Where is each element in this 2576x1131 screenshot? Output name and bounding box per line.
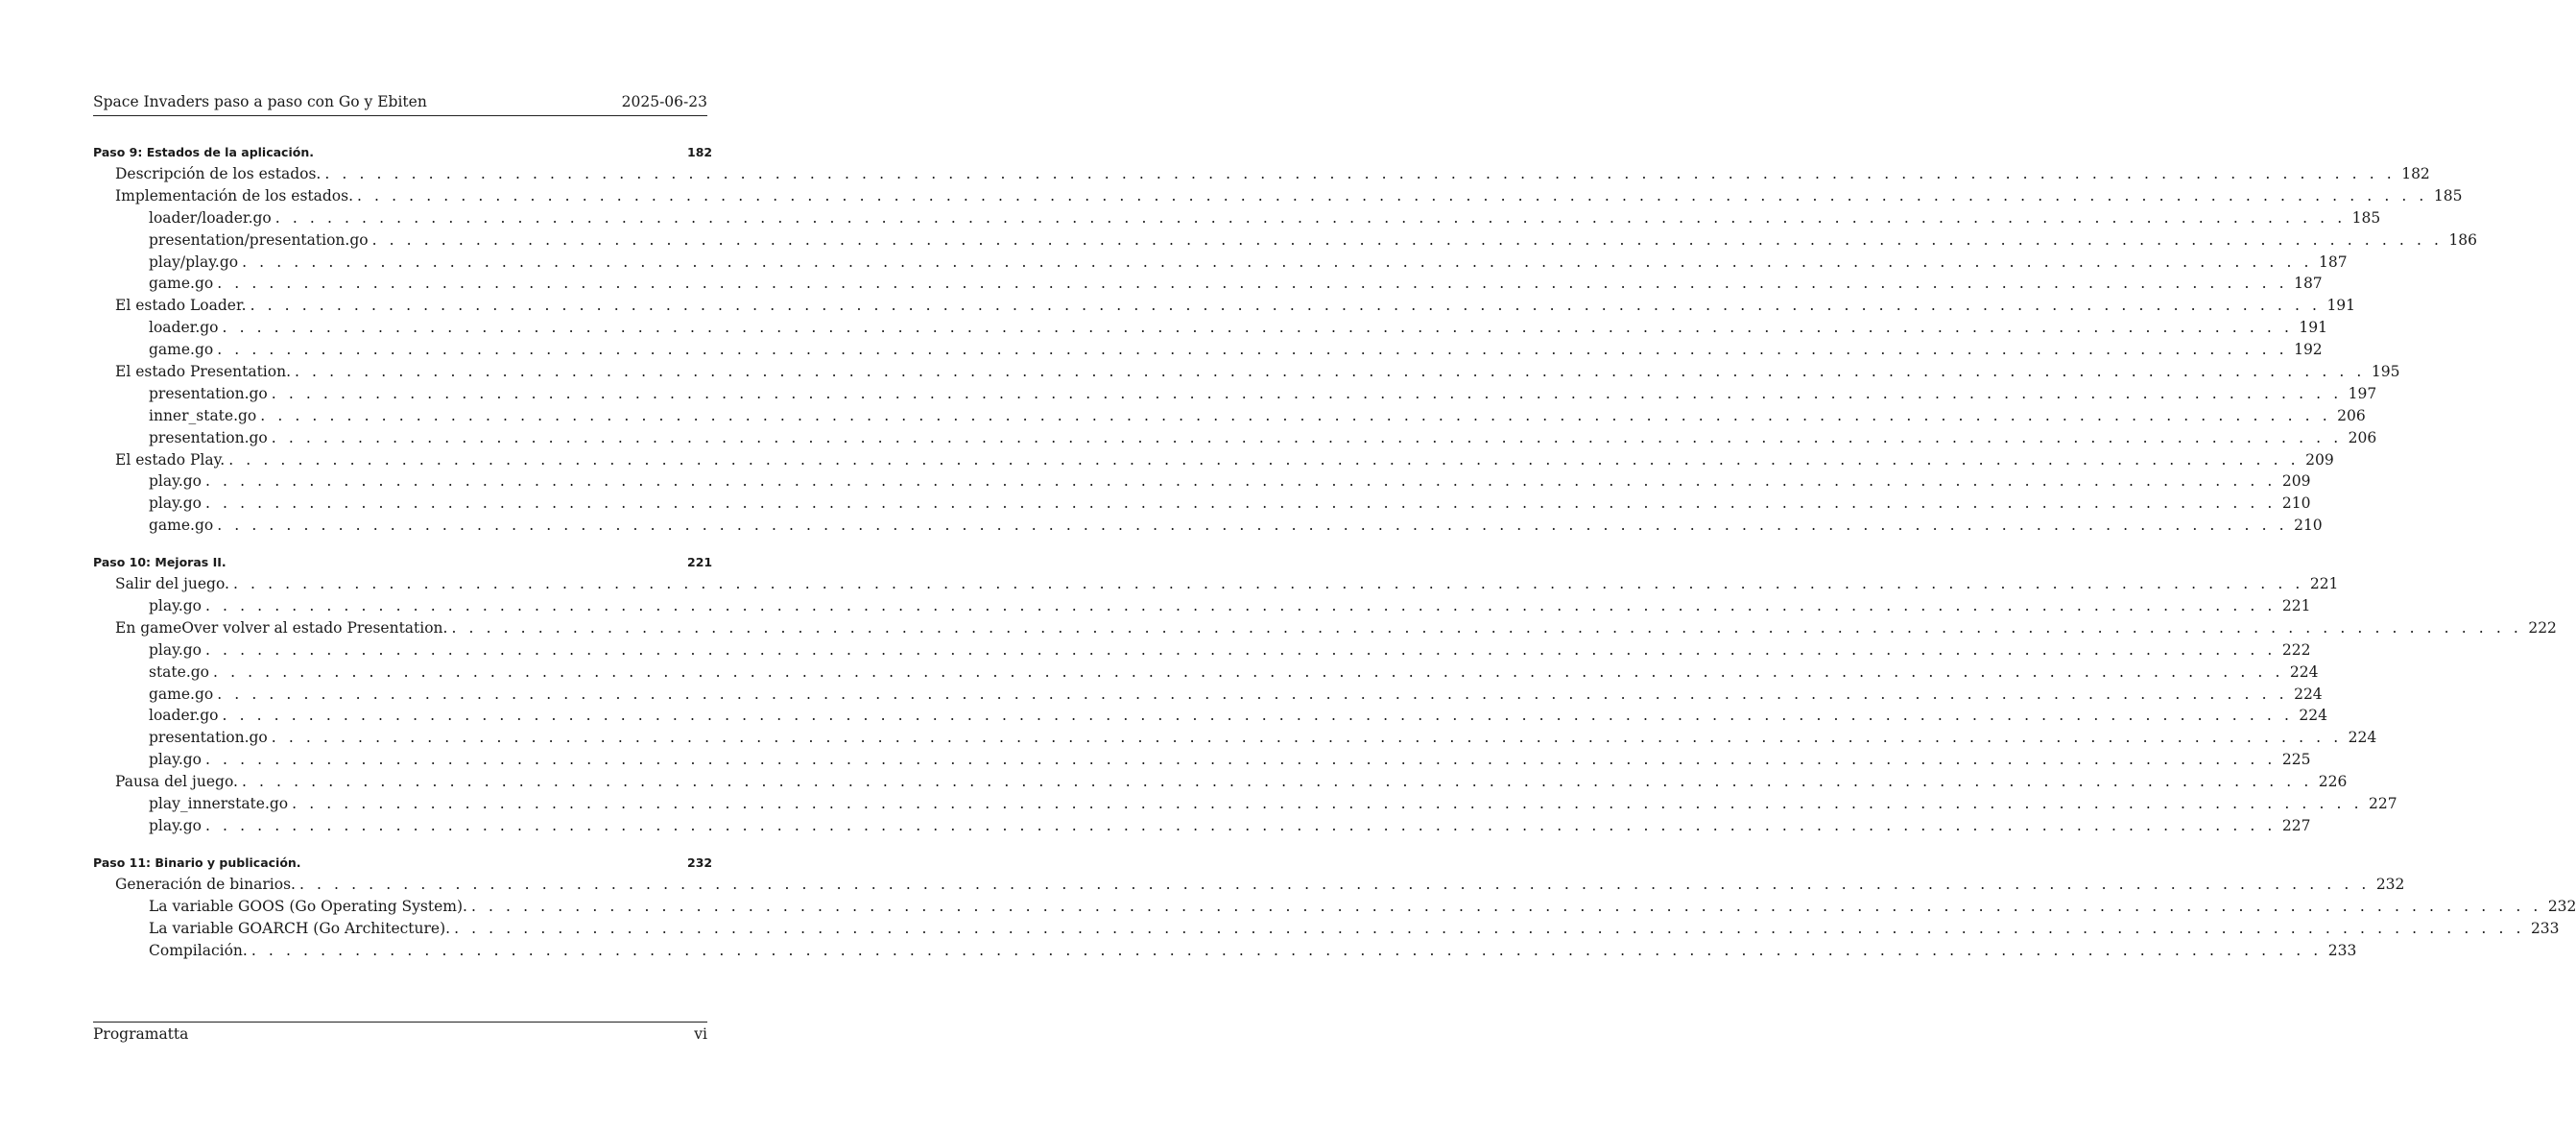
entry-title: inner_state.go <box>149 406 257 424</box>
dot-leader: . . . . . . . . . . . . . . . . . . . . . . . . . . . . . . . . . . . . . . . . . . . . . . . . . . . . . . . . . . . . . . . . . . . . . . . . . . . . . . . . . . . . . . . . . . . . . . . . . . . . . . . . . . . . . . . . . . . . . . . . <box>292 795 2363 813</box>
toc-subsection[interactable] <box>93 229 2478 252</box>
toc-subsection[interactable] <box>93 815 2311 837</box>
entry-title: Descripción de los estados. <box>115 165 322 182</box>
entry-page: 195 <box>2371 363 2400 381</box>
toc-section[interactable] <box>93 295 2356 317</box>
chapter-gap <box>93 837 712 852</box>
entry-page: 222 <box>2281 640 2311 659</box>
entry-page: 182 <box>2401 165 2430 182</box>
chapter-page: 182 <box>687 145 713 159</box>
toc-subsection[interactable] <box>93 515 2323 537</box>
dot-leader: . . . . . . . . . . . . . . . . . . . . . . . . . . . . . . . . . . . . . . . . . . . . . . . . . . . . . . . . . . . . . . . . . . . . . . . . . . . . . . . . . . . . . . . . . . . . . . . . . . . . . . . . . . . . . . . . . . . . . . . . <box>228 450 2300 469</box>
entry-title: play.go <box>149 494 202 513</box>
chapter-gap <box>93 537 712 551</box>
dot-leader: . . . . . . . . . . . . . . . . . . . . . . . . . . . . . . . . . . . . . . . . . . . . . . . . . . . . . . . . . . . . . . . . . . . . . . . . . . . . . . . . . . . . . . . . . . . . . . . . . . . . . . . . . . . . . . . . . . . . . . . . <box>205 640 2277 659</box>
entry-page: 224 <box>2294 685 2323 703</box>
dot-leader: . . . . . . . . . . . . . . . . . . . . . . . . . . . . . . . . . . . . . . . . . . . . . . . . . . . . . . . . . . . . . . . . . . . . . . . . . . . . . . . . . . . . . . . . . . . . . . . . . . . . . . . . . . . . . . . . . . . . . . . . <box>470 897 2542 915</box>
dot-leader: . . . . . . . . . . . . . . . . . . . . . . . . . . . . . . . . . . . . . . . . . . . . . . . . . . . . . . . . . . . . . . . . . . . . . . . . . . . . . . . . . . . . . . . . . . . . . . . . . . . . . . . . . . . . . . . . . . . . . . . . <box>295 363 2366 381</box>
entry-page: 186 <box>2448 230 2478 249</box>
chapter-title: Paso 9: Estados de la aplicación. <box>93 145 314 159</box>
dot-leader: . . . . . . . . . . . . . . . . . . . . . . . . . . . . . . . . . . . . . . . . . . . . . . . . . . . . . . . . . . . . . . . . . . . . . . . . . . . . . . . . . . . . . . . . . . . . . . . . . . . . . . . . . . . . . . . . . . . . . . . . <box>242 253 2313 271</box>
entry-title: presentation/presentation.go <box>149 230 369 249</box>
dot-leader: . . . . . . . . . . . . . . . . . . . . . . . . . . . . . . . . . . . . . . . . . . . . . . . . . . . . . . . . . . . . . . . . . . . . . . . . . . . . . . . . . . . . . . . . . . . . . . . . . . . . . . . . . . . . . . . . . . . . . . . . <box>298 875 2371 893</box>
toc-subsection[interactable] <box>93 273 2323 295</box>
dot-leader: . . . . . . . . . . . . . . . . . . . . . . . . . . . . . . . . . . . . . . . . . . . . . . . . . . . . . . . . . . . . . . . . . . . . . . . . . . . . . . . . . . . . . . . . . . . . . . . . . . . . . . . . . . . . . . . . . . . . . . . . <box>232 575 2304 593</box>
toc-subsection[interactable] <box>93 207 2381 229</box>
entry-title: play.go <box>149 472 202 491</box>
toc-subsection[interactable] <box>93 918 2560 940</box>
toc-subsection[interactable] <box>93 383 2377 405</box>
entry-page: 224 <box>2289 662 2319 681</box>
dot-leader: . . . . . . . . . . . . . . . . . . . . . . . . . . . . . . . . . . . . . . . . . . . . . . . . . . . . . . . . . . . . . . . . . . . . . . . . . . . . . . . . . . . . . . . . . . . . . . . . . . . . . . . . . . . . . . . . . . . . . . . . <box>271 428 2343 446</box>
dot-leader: . . . . . . . . . . . . . . . . . . . . . . . . . . . . . . . . . . . . . . . . . . . . . . . . . . . . . . . . . . . . . . . . . . . . . . . . . . . . . . . . . . . . . . . . . . . . . . . . . . . . . . . . . . . . . . . . . . . . . . . . <box>271 729 2343 747</box>
toc-subsection[interactable] <box>93 896 2576 918</box>
toc-subsection[interactable] <box>93 595 2311 617</box>
dot-leader: . . . . . . . . . . . . . . . . . . . . . . . . . . . . . . . . . . . . . . . . . . . . . . . . . . . . . . . . . . . . . . . . . . . . . . . . . . . . . . . . . . . . . . . . . . . . . . . . . . . . . . . . . . . . . . . . . . . . . . . . <box>260 406 2331 424</box>
dot-leader: . . . . . . . . . . . . . . . . . . . . . . . . . . . . . . . . . . . . . . . . . . . . . . . . . . . . . . . . . . . . . . . . . . . . . . . . . . . . . . . . . . . . . . . . . . . . . . . . . . . . . . . . . . . . . . . . . . . . . . . . <box>222 319 2293 337</box>
entry-title: presentation.go <box>149 729 268 747</box>
toc-section[interactable] <box>93 573 2339 595</box>
toc-subsection[interactable] <box>93 705 2327 727</box>
entry-title: loader.go <box>149 707 219 725</box>
entry-page: 227 <box>2281 816 2311 834</box>
toc-section[interactable] <box>93 185 2463 207</box>
dot-leader: . . . . . . . . . . . . . . . . . . . . . . . . . . . . . . . . . . . . . . . . . . . . . . . . . . . . . . . . . . . . . . . . . . . . . . . . . . . . . . . . . . . . . . . . . . . . . . . . . . . . . . . . . . . . . . . . . . . . . . . . <box>205 472 2277 491</box>
table-of-contents <box>93 141 2576 961</box>
entry-page: 185 <box>2433 186 2463 205</box>
toc-chapter[interactable] <box>93 551 712 573</box>
entry-page: 206 <box>2337 406 2366 424</box>
toc-subsection[interactable] <box>93 427 2377 449</box>
entry-title: Generación de binarios. <box>115 875 296 893</box>
dot-leader: . . . . . . . . . . . . . . . . . . . . . . . . . . . . . . . . . . . . . . . . . . . . . . . . . . . . . . . . . . . . . . . . . . . . . . . . . . . . . . . . . . . . . . . . . . . . . . . . . . . . . . . . . . . . . . . . . . . . . . . . <box>205 494 2277 513</box>
toc-section[interactable] <box>93 361 2400 383</box>
toc-subsection[interactable] <box>93 317 2327 339</box>
entry-title: game.go <box>149 517 214 535</box>
dot-leader: . . . . . . . . . . . . . . . . . . . . . . . . . . . . . . . . . . . . . . . . . . . . . . . . . . . . . . . . . . . . . . . . . . . . . . . . . . . . . . . . . . . . . . . . . . . . . . . . . . . . . . . . . . . . . . . . . . . . . . . . <box>217 341 2288 359</box>
chapter-page: 221 <box>687 555 713 570</box>
dot-leader: . . . . . . . . . . . . . . . . . . . . . . . . . . . . . . . . . . . . . . . . . . . . . . . . . . . . . . . . . . . . . . . . . . . . . . . . . . . . . . . . . . . . . . . . . . . . . . . . . . . . . . . . . . . . . . . . . . . . . . . . <box>217 275 2288 293</box>
document-date: 2025-06-23 <box>621 93 707 110</box>
entry-title: El estado Loader. <box>115 297 247 315</box>
entry-title: state.go <box>149 662 210 681</box>
toc-chapter[interactable] <box>93 141 712 163</box>
dot-leader: . . . . . . . . . . . . . . . . . . . . . . . . . . . . . . . . . . . . . . . . . . . . . . . . . . . . . . . . . . . . . . . . . . . . . . . . . . . . . . . . . . . . . . . . . . . . . . . . . . . . . . . . . . . . . . . . . . . . . . . . <box>250 941 2323 959</box>
entry-page: 227 <box>2369 795 2397 813</box>
entry-title: El estado Play. <box>115 450 226 469</box>
document-title: Space Invaders paso a paso con Go y Ebiten <box>93 93 427 110</box>
chapter-title: Paso 11: Binario y publicación. <box>93 854 301 870</box>
entry-page: 232 <box>2375 875 2405 893</box>
page-footer <box>93 1022 707 1047</box>
dot-leader: . . . . . . . . . . . . . . . . . . . . . . . . . . . . . . . . . . . . . . . . . . . . . . . . . . . . . . . . . . . . . . . . . . . . . . . . . . . . . . . . . . . . . . . . . . . . . . . . . . . . . . . . . . . . . . . . . . . . . . . . <box>205 597 2277 615</box>
toc-chapter[interactable] <box>93 852 712 874</box>
toc-subsection[interactable] <box>93 662 2319 684</box>
dot-leader: . . . . . . . . . . . . . . . . . . . . . . . . . . . . . . . . . . . . . . . . . . . . . . . . . . . . . . . . . . . . . . . . . . . . . . . . . . . . . . . . . . . . . . . . . . . . . . . . . . . . . . . . . . . . . . . . . . . . . . . . <box>454 919 2525 937</box>
dot-leader: . . . . . . . . . . . . . . . . . . . . . . . . . . . . . . . . . . . . . . . . . . . . . . . . . . . . . . . . . . . . . . . . . . . . . . . . . . . . . . . . . . . . . . . . . . . . . . . . . . . . . . . . . . . . . . . . . . . . . . . . <box>451 618 2522 637</box>
toc-section[interactable] <box>93 874 2405 896</box>
toc-subsection[interactable] <box>93 470 2311 493</box>
entry-title: play.go <box>149 597 202 615</box>
entry-title: game.go <box>149 275 214 293</box>
dot-leader: . . . . . . . . . . . . . . . . . . . . . . . . . . . . . . . . . . . . . . . . . . . . . . . . . . . . . . . . . . . . . . . . . . . . . . . . . . . . . . . . . . . . . . . . . . . . . . . . . . . . . . . . . . . . . . . . . . . . . . . . <box>205 816 2277 834</box>
toc-section[interactable] <box>93 771 2348 793</box>
entry-page: 224 <box>2348 729 2377 747</box>
entry-title: play.go <box>149 816 202 834</box>
entry-page: 221 <box>2309 575 2339 593</box>
entry-title: En gameOver volver al estado Presentation. <box>115 618 448 637</box>
entry-page: 192 <box>2294 341 2323 359</box>
entry-page: 187 <box>2294 275 2323 293</box>
entry-title: Compilación. <box>149 941 248 959</box>
page-number: vi <box>694 1025 707 1043</box>
entry-title: game.go <box>149 685 214 703</box>
toc-subsection[interactable] <box>93 940 2357 962</box>
entry-page: 226 <box>2318 773 2348 791</box>
entry-title: play.go <box>149 640 202 659</box>
toc-subsection[interactable] <box>93 339 2323 361</box>
dot-leader: . . . . . . . . . . . . . . . . . . . . . . . . . . . . . . . . . . . . . . . . . . . . . . . . . . . . . . . . . . . . . . . . . . . . . . . . . . . . . . . . . . . . . . . . . . . . . . . . . . . . . . . . . . . . . . . . . . . . . . . . <box>274 208 2347 227</box>
entry-title: loader/loader.go <box>149 208 272 227</box>
entry-page: 222 <box>2528 618 2557 637</box>
toc-subsection[interactable] <box>93 405 2366 427</box>
dot-leader: . . . . . . . . . . . . . . . . . . . . . . . . . . . . . . . . . . . . . . . . . . . . . . . . . . . . . . . . . . . . . . . . . . . . . . . . . . . . . . . . . . . . . . . . . . . . . . . . . . . . . . . . . . . . . . . . . . . . . . . . <box>357 186 2428 205</box>
entry-title: play_innerstate.go <box>149 795 289 813</box>
entry-title: Salir del juego. <box>115 575 229 593</box>
entry-page: 210 <box>2281 494 2311 513</box>
entry-page: 210 <box>2294 517 2323 535</box>
entry-page: 206 <box>2348 428 2377 446</box>
entry-page: 209 <box>2281 472 2311 491</box>
entry-page: 225 <box>2281 751 2311 769</box>
dot-leader: . . . . . . . . . . . . . . . . . . . . . . . . . . . . . . . . . . . . . . . . . . . . . . . . . . . . . . . . . . . . . . . . . . . . . . . . . . . . . . . . . . . . . . . . . . . . . . . . . . . . . . . . . . . . . . . . . . . . . . . . <box>205 751 2277 769</box>
dot-leader: . . . . . . . . . . . . . . . . . . . . . . . . . . . . . . . . . . . . . . . . . . . . . . . . . . . . . . . . . . . . . . . . . . . . . . . . . . . . . . . . . . . . . . . . . . . . . . . . . . . . . . . . . . . . . . . . . . . . . . . . <box>241 773 2313 791</box>
entry-title: presentation.go <box>149 428 268 446</box>
entry-page: 232 <box>2547 897 2576 915</box>
entry-page: 209 <box>2305 450 2334 469</box>
toc-subsection[interactable] <box>93 749 2311 771</box>
dot-leader: . . . . . . . . . . . . . . . . . . . . . . . . . . . . . . . . . . . . . . . . . . . . . . . . . . . . . . . . . . . . . . . . . . . . . . . . . . . . . . . . . . . . . . . . . . . . . . . . . . . . . . . . . . . . . . . . . . . . . . . . <box>271 384 2343 402</box>
publisher-name: Programatta <box>93 1025 189 1043</box>
dot-leader: . . . . . . . . . . . . . . . . . . . . . . . . . . . . . . . . . . . . . . . . . . . . . . . . . . . . . . . . . . . . . . . . . . . . . . . . . . . . . . . . . . . . . . . . . . . . . . . . . . . . . . . . . . . . . . . . . . . . . . . . <box>250 297 2322 315</box>
entry-page: 233 <box>2327 941 2357 959</box>
entry-title: play.go <box>149 751 202 769</box>
page-header <box>93 92 707 116</box>
entry-title: La variable GOARCH (Go Architecture). <box>149 919 451 937</box>
entry-title: El estado Presentation. <box>115 363 291 381</box>
toc-subsection[interactable] <box>93 727 2377 749</box>
chapter-title: Paso 10: Mejoras II. <box>93 555 227 570</box>
dot-leader: . . . . . . . . . . . . . . . . . . . . . . . . . . . . . . . . . . . . . . . . . . . . . . . . . . . . . . . . . . . . . . . . . . . . . . . . . . . . . . . . . . . . . . . . . . . . . . . . . . . . . . . . . . . . . . . . . . . . . . . . <box>213 662 2284 681</box>
entry-page: 233 <box>2530 919 2560 937</box>
toc-subsection[interactable] <box>93 639 2311 662</box>
entry-title: Implementación de los estados. <box>115 186 353 205</box>
dot-leader: . . . . . . . . . . . . . . . . . . . . . . . . . . . . . . . . . . . . . . . . . . . . . . . . . . . . . . . . . . . . . . . . . . . . . . . . . . . . . . . . . . . . . . . . . . . . . . . . . . . . . . . . . . . . . . . . . . . . . . . . <box>324 165 2396 182</box>
entry-page: 191 <box>2326 297 2356 315</box>
toc-subsection[interactable] <box>93 684 2323 706</box>
entry-title: La variable GOOS (Go Operating System). <box>149 897 467 915</box>
entry-page: 191 <box>2299 319 2327 337</box>
toc-section[interactable] <box>93 449 2334 471</box>
toc-subsection[interactable] <box>93 493 2311 515</box>
entry-page: 185 <box>2351 208 2381 227</box>
dot-leader: . . . . . . . . . . . . . . . . . . . . . . . . . . . . . . . . . . . . . . . . . . . . . . . . . . . . . . . . . . . . . . . . . . . . . . . . . . . . . . . . . . . . . . . . . . . . . . . . . . . . . . . . . . . . . . . . . . . . . . . . <box>371 230 2444 249</box>
entry-page: 187 <box>2318 253 2348 271</box>
dot-leader: . . . . . . . . . . . . . . . . . . . . . . . . . . . . . . . . . . . . . . . . . . . . . . . . . . . . . . . . . . . . . . . . . . . . . . . . . . . . . . . . . . . . . . . . . . . . . . . . . . . . . . . . . . . . . . . . . . . . . . . . <box>217 517 2288 535</box>
dot-leader: . . . . . . . . . . . . . . . . . . . . . . . . . . . . . . . . . . . . . . . . . . . . . . . . . . . . . . . . . . . . . . . . . . . . . . . . . . . . . . . . . . . . . . . . . . . . . . . . . . . . . . . . . . . . . . . . . . . . . . . . <box>217 685 2288 703</box>
entry-title: presentation.go <box>149 384 268 402</box>
toc-subsection[interactable] <box>93 252 2348 274</box>
toc-subsection[interactable] <box>93 793 2397 815</box>
entry-page: 221 <box>2281 597 2311 615</box>
entry-title: loader.go <box>149 319 219 337</box>
toc-section[interactable] <box>93 163 2430 185</box>
entry-title: play/play.go <box>149 253 239 271</box>
entry-page: 197 <box>2348 384 2377 402</box>
entry-title: Pausa del juego. <box>115 773 238 791</box>
entry-page: 224 <box>2299 707 2327 725</box>
dot-leader: . . . . . . . . . . . . . . . . . . . . . . . . . . . . . . . . . . . . . . . . . . . . . . . . . . . . . . . . . . . . . . . . . . . . . . . . . . . . . . . . . . . . . . . . . . . . . . . . . . . . . . . . . . . . . . . . . . . . . . . . <box>222 707 2293 725</box>
entry-title: game.go <box>149 341 214 359</box>
chapter-page: 232 <box>687 854 713 870</box>
toc-section[interactable] <box>93 617 2557 639</box>
